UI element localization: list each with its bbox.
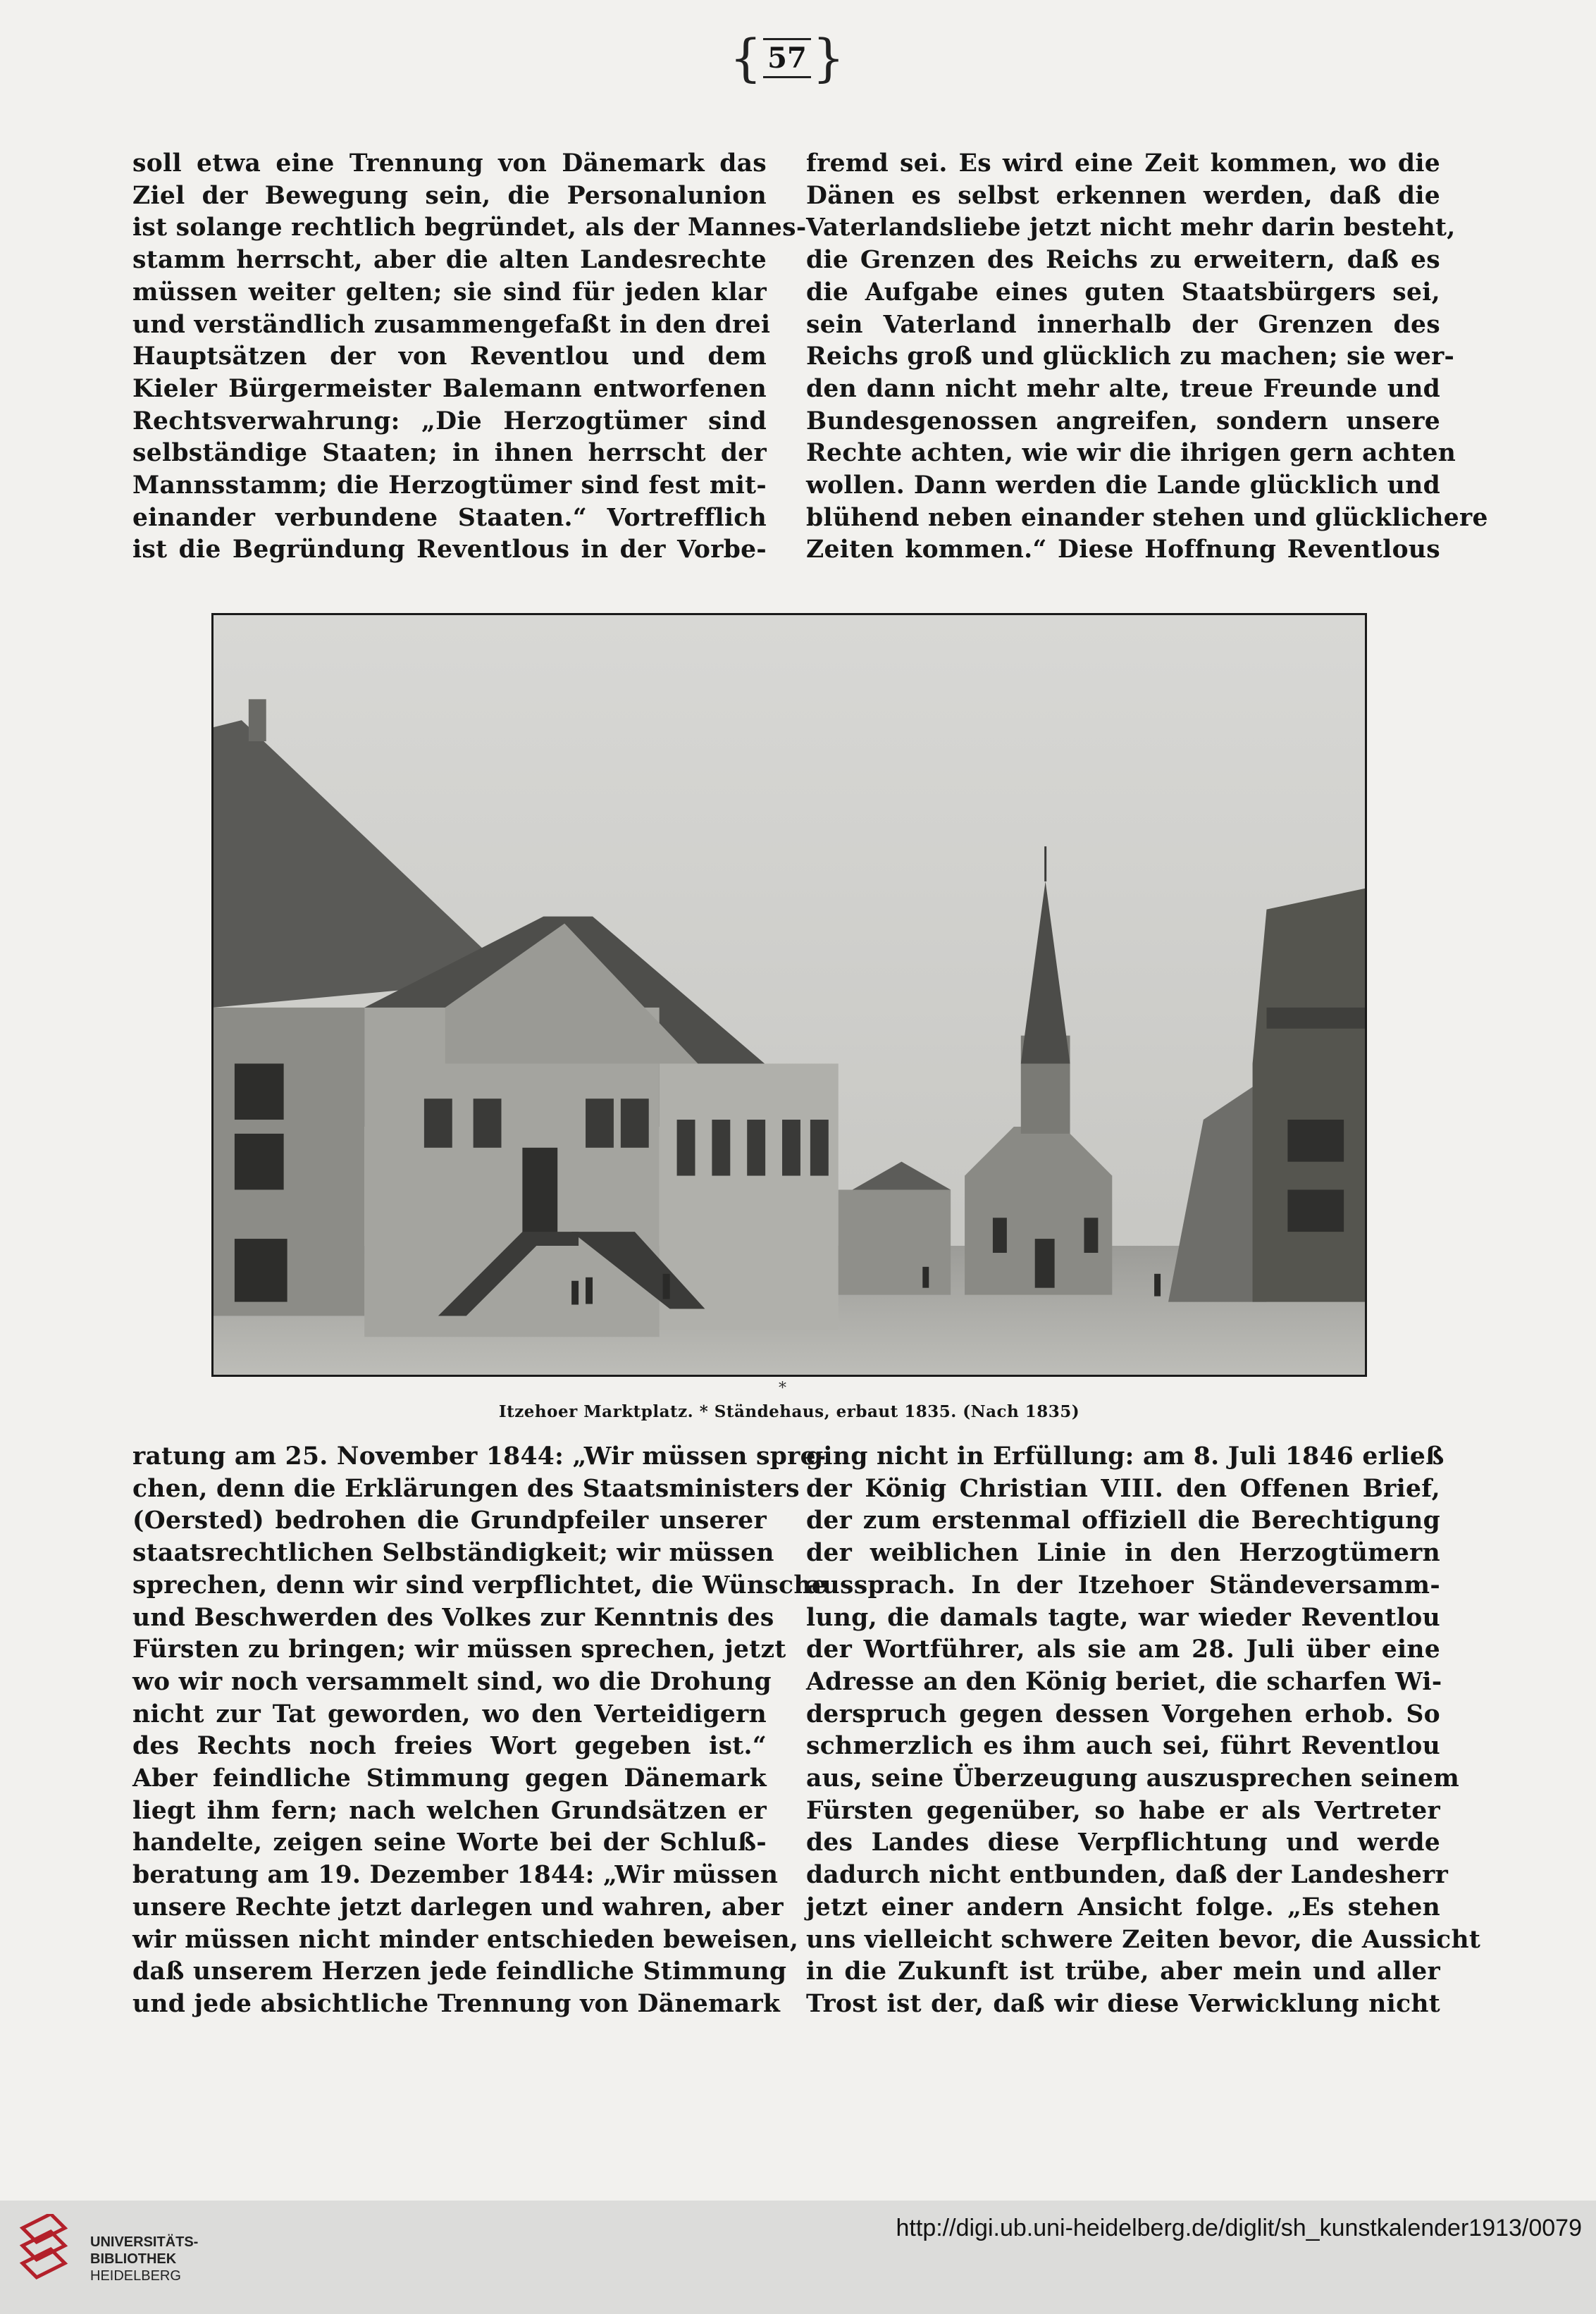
text-line: der zum erstenmal offiziell die Berechtigung: [806, 1506, 1440, 1535]
text-line: aussprach. In der Itzehoer Ständeversamm-: [806, 1571, 1440, 1600]
text-column-bottom-left: [132, 1441, 827, 2021]
text-line: lung, die damals tagte, war wieder Reventlou: [806, 1603, 1440, 1632]
text-line: unsere Rechte jetzt darlegen und wahren, aber: [132, 1893, 784, 1922]
text-line: selbständige Staaten; in ihnen herrscht der: [132, 439, 767, 468]
text-line: dadurch nicht entbunden, daß der Landesherr: [806, 1861, 1449, 1890]
text-line: einander verbundene Staaten.“ Vortrefflich: [132, 503, 767, 532]
library-name-line1: UNIVERSITÄTS-: [90, 2234, 199, 2250]
text-line: daß unserem Herzen jede feindliche Stimmung: [132, 1957, 787, 1986]
text-column-top-right: [806, 148, 1488, 567]
text-line: derspruch gegen dessen Vorgehen erhob. So: [806, 1700, 1440, 1728]
page-number-text: 57: [763, 38, 811, 78]
text-line: chen, denn die Erklärungen des Staatsministers: [132, 1474, 800, 1503]
text-line: und jede absichtliche Trennung von Dänemark: [132, 1989, 781, 2018]
text-line: Fürsten zu bringen; wir müssen sprechen, jetzt: [132, 1635, 786, 1664]
text-line: liegt ihm fern; nach welchen Grundsätzen er: [132, 1796, 767, 1825]
text-line: Adresse an den König beriet, die scharfen Wi-: [806, 1667, 1442, 1696]
library-name-line3: HEIDELBERG: [90, 2268, 181, 2284]
text-line: die Grenzen des Reichs zu erweitern, daß es: [806, 246, 1440, 275]
text-line: uns vielleicht schwere Zeiten bevor, die Aussicht: [806, 1925, 1481, 1954]
text-line: stamm herrscht, aber die alten Landesrechte: [132, 246, 767, 275]
text-line: der weiblichen Linie in den Herzogtümern: [806, 1539, 1440, 1568]
text-line: fremd sei. Es wird eine Zeit kommen, wo die: [806, 149, 1440, 178]
text-line: Hauptsätzen der von Reventlou und dem: [132, 342, 767, 371]
source-url-link[interactable]: http://digi.ub.uni-heidelberg.de/diglit/sh_kunstkalender1913/0079: [896, 2215, 1582, 2241]
text-line: des Rechts noch freies Wort gegeben ist.“: [132, 1732, 767, 1761]
text-line: und verständlich zusammengefaßt in den drei: [132, 310, 771, 339]
text-line: des Landes diese Verpflichtung und werde: [806, 1829, 1440, 1857]
text-line: sein Vaterland innerhalb der Grenzen des: [806, 310, 1440, 339]
text-line: Ziel der Bewegung sein, die Personalunion: [132, 181, 767, 210]
text-line: der Wortführer, als sie am 28. Juli über eine: [806, 1635, 1440, 1664]
text-line: soll etwa eine Trennung von Dänemark das: [132, 149, 767, 178]
text-line: beratung am 19. Dezember 1844: „Wir müssen: [132, 1861, 779, 1890]
text-line: wir müssen nicht minder entschieden beweisen,: [132, 1925, 799, 1954]
text-line: ratung am 25. November 1844: „Wir müssen spre-: [132, 1442, 827, 1471]
figure-marker: *: [779, 1380, 786, 1397]
right-brace-ornament: }: [812, 28, 845, 87]
text-line: in die Zukunft ist trübe, aber mein und aller: [806, 1957, 1440, 1986]
left-brace-ornament: {: [729, 28, 762, 87]
text-line: Reichs groß und glücklich zu machen; sie wer-: [806, 342, 1455, 371]
text-line: der König Christian VIII. den Offenen Brief,: [806, 1474, 1440, 1503]
text-line: Vaterlandsliebe jetzt nicht mehr darin besteht,: [806, 214, 1456, 242]
text-column-bottom-right: [806, 1441, 1481, 2021]
text-line: Rechtsverwahrung: „Die Herzogtümer sind: [132, 407, 767, 435]
text-line: Mannsstamm; die Herzogtümer sind fest mit-: [132, 471, 767, 500]
market-square-engraving: [211, 613, 1367, 1377]
text-line: müssen weiter gelten; sie sind für jeden klar: [132, 278, 767, 307]
text-line: Kieler Bürgermeister Balemann entworfenen: [132, 374, 767, 403]
figure-caption: Itzehoer Marktplatz. * Ständehaus, erbaut 1835. (Nach 1835): [498, 1402, 1080, 1421]
text-line: ging nicht in Erfüllung: am 8. Juli 1846 erließ: [806, 1442, 1445, 1471]
text-line: Aber feindliche Stimmung gegen Dänemark: [132, 1764, 767, 1793]
text-line: nicht zur Tat geworden, wo den Verteidigern: [132, 1700, 767, 1728]
text-line: und Beschwerden des Volkes zur Kenntnis des: [132, 1603, 774, 1632]
text-line: staatsrechtlichen Selbständigkeit; wir müssen: [132, 1539, 774, 1568]
text-line: aus, seine Überzeugung auszusprechen seinem: [806, 1764, 1460, 1793]
text-line: ist die Begründung Reventlous in der Vorbe-: [132, 536, 767, 564]
text-line: Dänen es selbst erkennen werden, daß die: [806, 181, 1440, 210]
text-line: die Aufgabe eines guten Staatsbürgers sei,: [806, 278, 1440, 307]
text-line: den dann nicht mehr alte, treue Freunde und: [806, 374, 1440, 403]
text-line: Fürsten gegenüber, so habe er als Vertreter: [806, 1796, 1440, 1825]
text-line: Bundesgenossen angreifen, sondern unsere: [806, 407, 1440, 435]
library-name-line2: BIBLIOTHEK: [90, 2251, 177, 2267]
library-name: [90, 2234, 198, 2284]
text-line: handelte, zeigen seine Worte bei der Schluß-: [132, 1829, 767, 1857]
text-line: jetzt einer andern Ansicht folge. „Es stehen: [806, 1893, 1440, 1922]
text-line: wo wir noch versammelt sind, wo die Drohung: [132, 1667, 772, 1696]
text-line: Zeiten kommen.“ Diese Hoffnung Reventlous: [806, 536, 1440, 564]
text-line: wollen. Dann werden die Lande glücklich und: [806, 471, 1440, 500]
page-number: [729, 28, 845, 87]
text-line: sprechen, denn wir sind verpflichtet, die Wünsche: [132, 1571, 827, 1600]
text-line: schmerzlich es ihm auch sei, führt Reventlou: [806, 1732, 1440, 1761]
engraving-illustration: [214, 615, 1365, 1375]
text-line: blühend neben einander stehen und glücklichere: [806, 503, 1488, 532]
text-line: ist solange rechtlich begründet, als der Mannes-: [132, 214, 807, 242]
text-line: (Oersted) bedrohen die Grundpfeiler unserer: [132, 1506, 767, 1535]
text-line: Rechte achten, wie wir die ihrigen gern achten: [806, 439, 1456, 468]
text-column-top-left: [132, 148, 807, 567]
text-line: Trost ist der, daß wir diese Verwicklung nicht: [806, 1989, 1440, 2018]
library-logo-icon: [16, 2214, 72, 2291]
